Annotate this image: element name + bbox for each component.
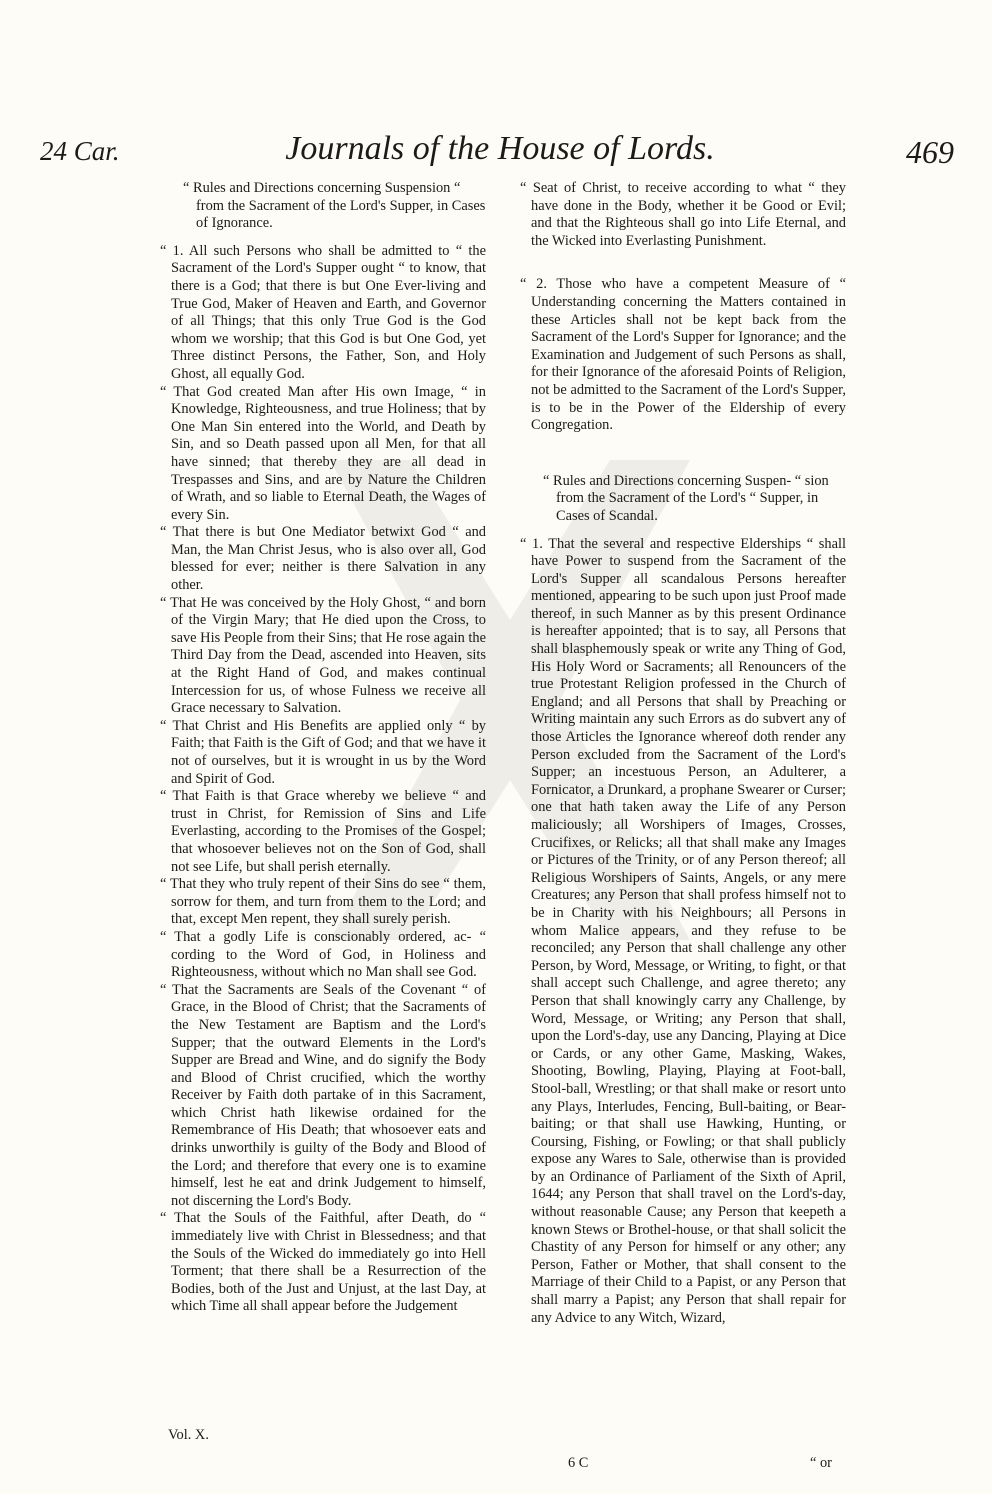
paragraph: “ That a godly Life is conscionably ordered, ac- “ cording to the Word of God, in Holiness and Righteousness, without which no Man shall see God. (160, 928, 486, 981)
paragraph: “ That the Souls of the Faithful, after Death, do “ immediately live with Christ in Blessedness; and that the Souls of the Wicked do immediately go into Hell Torment; that there shall be a Resurrection of the Bodies, both of the Just and Unjust, at the last Day, at which Time all shall appear before the Judgement (160, 1210, 486, 1315)
paragraph: “ 1. All such Persons who shall be admitted to “ the Sacrament of the Lord's Supper ought “ to know, that there is a God; that there is but One Ever-living and True God, Maker of Heaven and Earth, and Governor of all Things; that this only True God is the God whom we worship; that this God is but One God, yet Three distinct Persons, the Father, Son, and Holy Ghost, all equally God. (160, 242, 486, 382)
running-head-regnal-year: 24 Car. (40, 136, 120, 166)
left-column (160, 180, 486, 1316)
running-head-title: Journals of the House of Lords. (285, 130, 715, 167)
running-head (0, 130, 992, 180)
catchword: “ or (810, 1455, 832, 1471)
paragraph: “ 2. Those who have a competent Measure of “ Understanding concerning the Matters contained in these Articles shall not be kept back from the Sacrament of the Lord's Supper for Ignorance; and the Examination and Judgement of such Persons as shall, for their Ignorance of the aforesaid Points of Religion, not be admitted to the Sacrament of the Lord's Supper, is to be in the Power of the Eldership of every Congregation. (520, 276, 846, 434)
signature-mark: 6 C (568, 1455, 589, 1471)
section-heading-ignorance: “ Rules and Directions concerning Suspension “ from the Sacrament of the Lord's Supper, in Cases of Ignorance. (183, 180, 486, 232)
page-number: 469 (906, 134, 954, 170)
paragraph: “ That Christ and His Benefits are applied only “ by Faith; that Faith is the Gift of God; and that we have it not of ourselves, but it is wrought in us by the Word and Spirit of God. (160, 717, 486, 787)
right-column (520, 180, 846, 1327)
paragraph: “ That He was conceived by the Holy Ghost, “ and born of the Virgin Mary; that He died upon the Cross, to save His People from their Sins; that He rose again the Third Day from the Dead, ascended into Heaven, sits at the Right Hand of God, and makes continual Intercession for us, of whose Fulness we receive all Grace necessary to Salvation. (160, 594, 486, 717)
paragraph: “ That they who truly repent of their Sins do see “ them, sorrow for them, and turn from them to the Lord; and that, except Men repent, they shall surely perish. (160, 876, 486, 928)
paragraph: “ That God created Man after His own Image, “ in Knowledge, Righteousness, and true Holiness; that by One Man Sin entered into the World, and Death by Sin, and so Death passed upon all Men, for that all have sinned; that thereby they are all dead in Trespasses and Sins, and are by Nature the Children of Wrath, and so liable to Eternal Death, the Wages of every Sin. (160, 383, 486, 523)
paragraph: “ 1. That the several and respective Elderships “ shall have Power to suspend from the Sacrament of the Lord's Supper all scandalous Persons hereafter mentioned, appearing to be such upon just Proof made thereof, in such Manner as by this present Ordinance is hereafter appointed; that is to say, all Persons that shall blasphemously speak or write any Thing of God, His Holy Word or Sacraments; all Renouncers of the true Protestant Religion professed in the Church of England; and all Persons that shall by Preaching or Writing maintain any such Errors as do subvert any of those Articles the Ignorance whereof doth render any Person excluded from the Sacrament of the Lord's Supper; an incestuous Person, an Adulterer, a Fornicator, a Drunkard, a prophane Swearer or Curser; one that hath taken away the Life of any Person maliciously; all Worshipers of Images, Crosses, Crucifixes, or Relicks; all that shall make any Images or Pictures of the Trinity, or of any Person thereof; all Religious Worshipers of Saints, Angels, or any mere Creatures; any Person that shall profess himself not to be in Charity with his Neighbours; all Persons in whom Malice appears, and they refuse to be reconciled; any Person that shall challenge any other Person, by Word, Message, or Writing, to fight, or that shall accept such Challenge, and agree thereto; any Person that shall knowingly carry any Challenge, by Word, Message, or Writing; any Person that shall, upon the Lord's-day, use any Dancing, Playing at Dice or Cards, or any other Game, Masking, Wakes, Shooting, Bowling, Playing, Playing at Foot-ball, Stool-ball, Wrestling; or that shall make or resort unto any Plays, Interludes, Fencing, Bull-baiting, or Bear-baiting; or that shall use Hawking, Hunting, or Coursing, Fishing, or Fowling; or that shall publicly expose any Wares to Sale, otherwise than is provided by an Ordinance of Parliament of the Sixth of April, 1644; any Person that shall travel on the Lord's-day, without reasonable Cause; any Person that keepeth a known Stews or Brothel-house, or that shall solicit the Chastity of any Person for himself or any other; any Person, Father or Mother, that shall consent to the Marriage of their Child to a Papist, or any Person that shall marry a Papist; any Person that shall repair for any Advice to any Witch, Wizard, (520, 535, 846, 1326)
paragraph: “ That there is but One Mediator betwixt God “ and Man, the Man Christ Jesus, who is also over all, God blessed for ever; neither is there Salvation in any other. (160, 524, 486, 594)
volume-label: Vol. X. (168, 1427, 209, 1443)
paragraph: “ That the Sacraments are Seals of the Covenant “ of Grace, in the Blood of Christ; that the Sacraments of the New Testament are Baptism and the Lord's Supper; that the outward Elements in the Lord's Supper are Bread and Wine, and do signify the Body and Blood of Christ crucified, which the worthy Receiver by Faith doth partake of in this Sacrament, which Christ hath likewise ordained for the Remembrance of His Death; that whosoever eats and drinks unworthily is guilty of the Body and Blood of the Lord; and therefore that every one is to examine himself, lest he eat and drink Judgement to himself, not discerning the Lord's Body. (160, 981, 486, 1209)
section-heading-scandal: “ Rules and Directions concerning Suspen- “ sion from the Sacrament of the Lord's “ Supper, in Cases of Scandal. (543, 472, 829, 524)
paragraph: “ Seat of Christ, to receive according to what “ they have done in the Body, whether it be Good or Evil; and that the Righteous shall go into Life Eternal, and the Wicked into Everlasting Punishment. (520, 180, 846, 249)
paragraph: “ That Faith is that Grace whereby we believe “ and trust in Christ, for Remission of Sins and Life Everlasting, according to the Promises of the Gospel; that whosoever believes not on the Son of God, shall not see Life, but shall perish eternally. (160, 788, 486, 875)
